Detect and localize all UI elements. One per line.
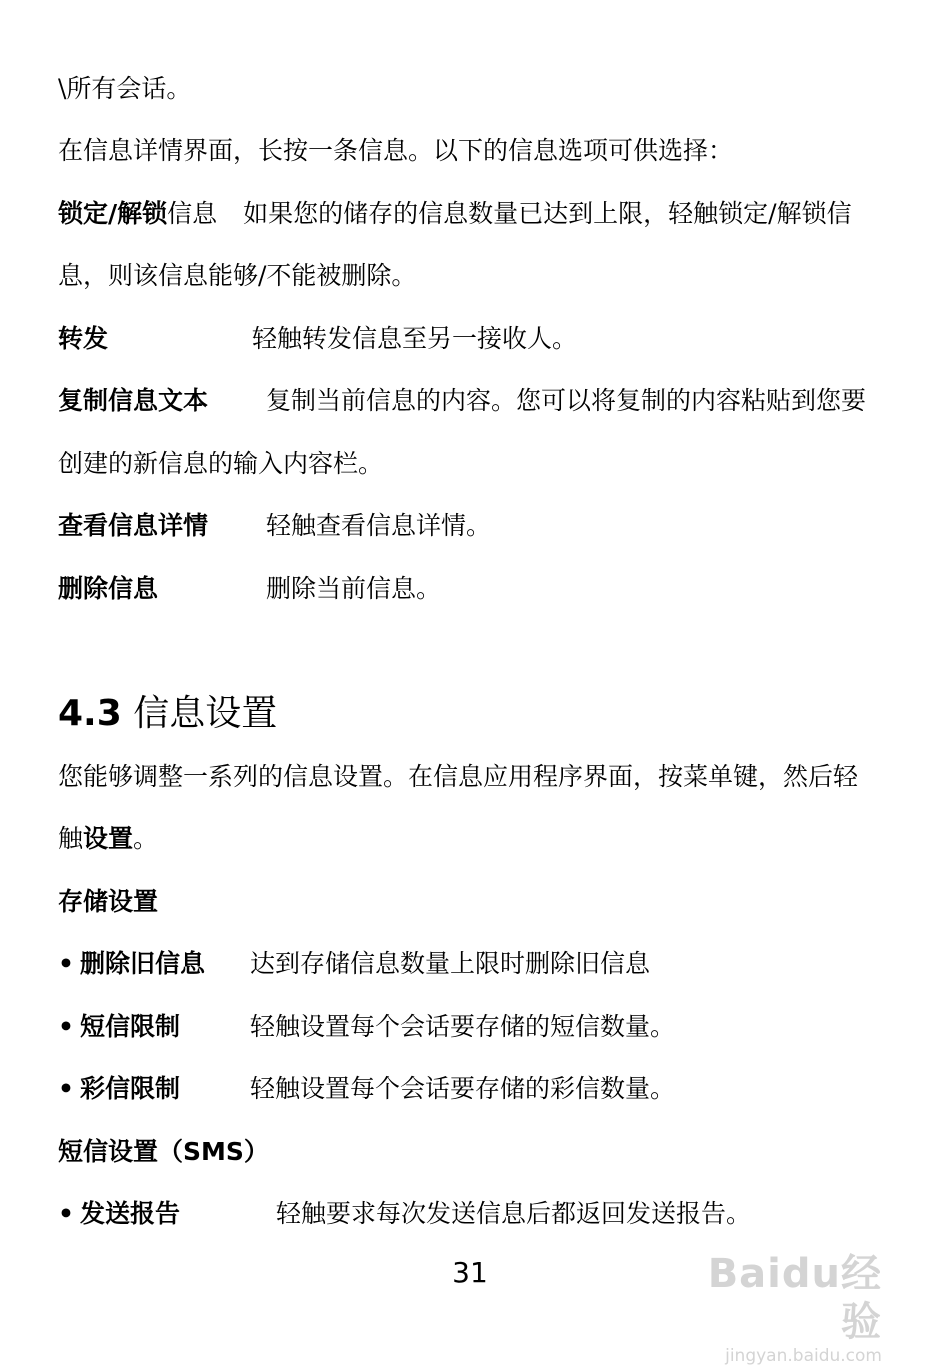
option-desc: 复制当前信息的内容。您可以将复制的内容粘贴到您要 bbox=[266, 386, 867, 415]
storage-item-term: 短信限制 bbox=[80, 1012, 181, 1041]
storage-item-term: 删除旧信息 bbox=[80, 949, 206, 978]
section-title: 信息设置 bbox=[133, 693, 278, 734]
intro-line-2: 在信息详情界面，长按一条信息。以下的信息选项可供选择： bbox=[58, 136, 734, 165]
option-term: 删除信息 bbox=[58, 574, 159, 603]
para-prefix: 触 bbox=[58, 824, 84, 853]
watermark-url: jingyan.baidu.com bbox=[725, 1346, 882, 1366]
watermark-brand: Baidu经验 bbox=[707, 1251, 882, 1345]
option-lock-unlock bbox=[58, 199, 890, 229]
bullet-icon: • bbox=[58, 1074, 74, 1103]
option-desc: 删除当前信息。 bbox=[266, 574, 442, 603]
storage-item-mms-limit bbox=[58, 1074, 890, 1104]
option-desc: 轻触转发信息至另一接收人。 bbox=[252, 324, 578, 353]
option-term: 锁定/解锁 bbox=[58, 199, 168, 228]
option-desc: 轻触查看信息详情。 bbox=[266, 511, 492, 540]
option-term: 复制信息文本 bbox=[58, 386, 209, 415]
option-term-tail: 信息 bbox=[167, 199, 218, 228]
storage-item-sms-limit bbox=[58, 1012, 890, 1042]
section-number: 4.3 bbox=[58, 693, 122, 734]
section-heading bbox=[58, 692, 277, 735]
storage-item-desc: 达到存储信息数量上限时删除旧信息 bbox=[250, 949, 651, 978]
sms-item-term: 发送报告 bbox=[80, 1199, 181, 1228]
sms-item-desc: 轻触要求每次发送信息后都返回发送报告。 bbox=[276, 1199, 752, 1228]
option-lock-unlock-cont: 息，则该信息能够/不能被删除。 bbox=[58, 261, 417, 290]
baidu-jingyan-watermark bbox=[672, 1250, 882, 1366]
para-suffix: 。 bbox=[133, 824, 159, 853]
option-forward bbox=[58, 324, 890, 354]
option-copy-text-cont: 创建的新信息的输入内容栏。 bbox=[58, 449, 384, 478]
section-para-line-2 bbox=[58, 824, 890, 854]
storage-item-term: 彩信限制 bbox=[80, 1074, 181, 1103]
page-number: 31 bbox=[452, 1256, 488, 1289]
intro-line-1: \所有会话。 bbox=[58, 74, 192, 103]
option-term: 转发 bbox=[58, 324, 109, 353]
storage-item-desc: 轻触设置每个会话要存储的短信数量。 bbox=[250, 1012, 676, 1041]
sms-item-delivery-report bbox=[58, 1199, 890, 1229]
option-view-details bbox=[58, 511, 890, 541]
option-delete bbox=[58, 574, 890, 604]
sms-settings-heading: 短信设置（SMS） bbox=[58, 1137, 269, 1166]
bullet-icon: • bbox=[58, 949, 74, 978]
option-desc: 如果您的储存的信息数量已达到上限，轻触锁定/解锁信 bbox=[243, 199, 852, 228]
storage-item-delete-old bbox=[58, 949, 890, 979]
settings-keyword: 设置 bbox=[83, 824, 134, 853]
option-copy-text bbox=[58, 386, 890, 416]
section-para-line-1: 您能够调整一系列的信息设置。在信息应用程序界面，按菜单键，然后轻 bbox=[58, 762, 859, 791]
bullet-icon: • bbox=[58, 1199, 74, 1228]
option-term: 查看信息详情 bbox=[58, 511, 209, 540]
bullet-icon: • bbox=[58, 1012, 74, 1041]
storage-settings-heading: 存储设置 bbox=[58, 887, 159, 916]
storage-item-desc: 轻触设置每个会话要存储的彩信数量。 bbox=[250, 1074, 676, 1103]
